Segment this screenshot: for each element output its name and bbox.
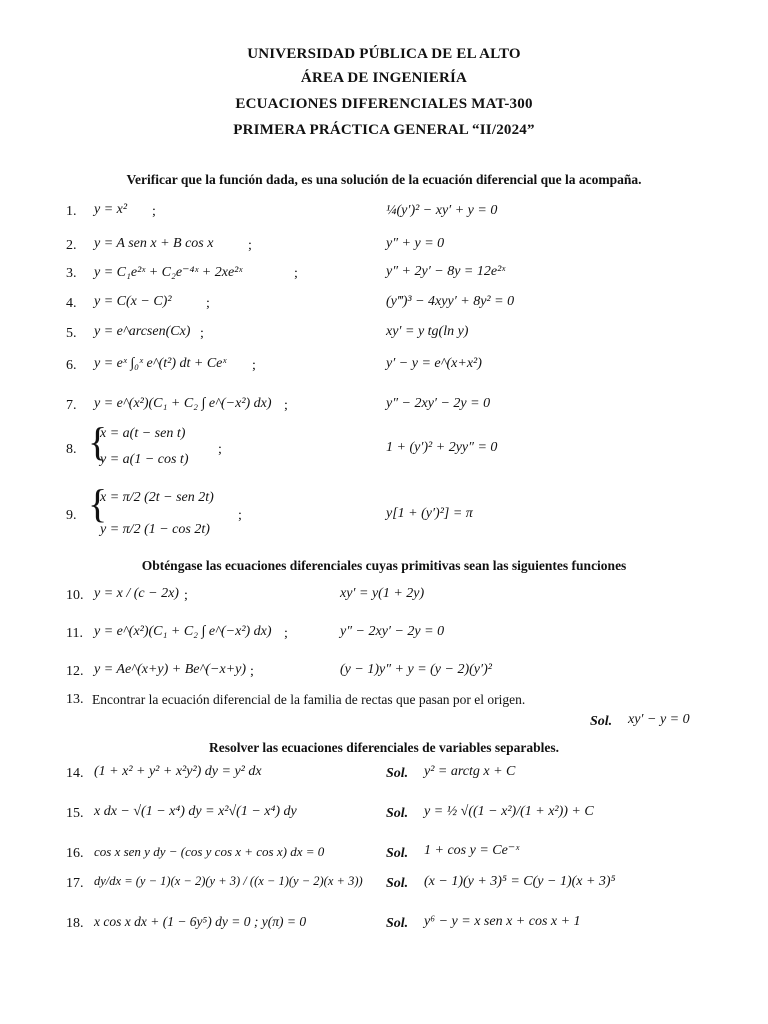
exercise-number: 6. xyxy=(66,358,77,373)
parametric-x: x = π/2 (2t − sen 2t) xyxy=(100,490,214,505)
exercise-function: y = e^(x²)(C₁ + C₂ ∫ e^(−x²) dx) xyxy=(94,396,272,411)
exercise-number: 7. xyxy=(66,398,77,413)
exercise-equation: ¼(y′)² − xy′ + y = 0 xyxy=(386,203,498,218)
exercise-function: y = eˣ ∫₀ˣ e^(t²) dt + Ceˣ xyxy=(94,356,227,371)
exercise-equation: 1 + (y′)² + 2yy″ = 0 xyxy=(386,440,498,455)
parametric-y: y = π/2 (1 − cos 2t) xyxy=(100,522,210,537)
solution-expression: y⁶ − y = x sen x + cos x + 1 xyxy=(424,914,581,929)
exercise-number: 12. xyxy=(66,664,84,679)
solution-label: Sol. xyxy=(590,714,613,729)
separator: ; xyxy=(238,508,242,523)
solution-label: Sol. xyxy=(386,846,409,861)
exercise-equation: dy/dx = (y − 1)(x − 2)(y + 3) / ((x − 1)(y − 2)(x + 3)) xyxy=(94,874,363,888)
parametric-x: x = a(t − sen t) xyxy=(100,426,186,441)
exercise-number: 13. xyxy=(66,692,84,707)
university-title: UNIVERSIDAD PÚBLICA DE EL ALTO xyxy=(247,46,521,62)
exercise-number: 2. xyxy=(66,238,77,253)
exercise-equation: (y − 1)y″ + y = (y − 2)(y′)² xyxy=(340,662,492,677)
separator: ; xyxy=(284,626,288,641)
exercise-equation: y[1 + (y′)²] = π xyxy=(386,506,473,521)
solution-label: Sol. xyxy=(386,806,409,821)
exercise-function: y = A sen x + B cos x xyxy=(94,236,214,251)
exercise-equation: y″ + y = 0 xyxy=(386,236,445,251)
separator: ; xyxy=(206,296,210,311)
exercise-number: 18. xyxy=(66,916,84,931)
exercise-equation: xy′ = y(1 + 2y) xyxy=(340,586,425,601)
separator: ; xyxy=(284,398,288,413)
exercise-equation: x cos x dx + (1 − 6y⁵) dy = 0 ; y(π) = 0 xyxy=(94,914,307,929)
section-title-obtain: Obténgase las ecuaciones diferenciales cuyas primitivas sean las siguientes funciones xyxy=(141,558,627,573)
exercise-number: 15. xyxy=(66,806,84,821)
exercise-equation: y″ − 2xy′ − 2y = 0 xyxy=(340,624,445,639)
exercise-equation: y′ − y = e^(x+x²) xyxy=(386,356,482,371)
separator: ; xyxy=(152,204,156,219)
separator: ; xyxy=(218,442,222,457)
solution-expression: (x − 1)(y + 3)⁵ = C(y − 1)(x + 3)⁵ xyxy=(424,874,616,889)
exercise-number: 4. xyxy=(66,296,77,311)
exercise-function: y = x² xyxy=(94,202,128,217)
exercise-function: y = e^(x²)(C₁ + C₂ ∫ e^(−x²) dx) xyxy=(94,624,272,639)
separator: ; xyxy=(184,588,188,603)
exercise-number: 1. xyxy=(66,204,77,219)
exercise-function: y = C₁e²ˣ + C₂e⁻⁴ˣ + 2xe²ˣ xyxy=(94,265,243,280)
exercise-function: y = Ae^(x+y) + Be^(−x+y) xyxy=(94,662,247,677)
left-brace-icon: { xyxy=(88,419,108,464)
solution-label: Sol. xyxy=(386,876,409,891)
exercise-number: 5. xyxy=(66,326,77,341)
separator: ; xyxy=(294,266,298,281)
solution-expression: y = ½ √((1 − x²)/(1 + x²)) + C xyxy=(424,804,594,819)
exercise-number: 3. xyxy=(66,266,77,281)
separator: ; xyxy=(252,358,256,373)
solution-label: Sol. xyxy=(386,916,409,931)
parametric-y: y = a(1 − cos t) xyxy=(100,452,189,467)
exercise-equation: xy′ = y tg(ln y) xyxy=(386,324,469,339)
solution-expression: 1 + cos y = Ce⁻ˣ xyxy=(424,843,520,858)
left-brace-icon: { xyxy=(88,481,108,526)
exercise-number: 16. xyxy=(66,846,84,861)
exercise-equation: y″ − 2xy′ − 2y = 0 xyxy=(386,396,491,411)
exercise-function: y = x / (c − 2x) xyxy=(94,586,179,601)
solution-label: Sol. xyxy=(386,766,409,781)
solution-expression: xy′ − y = 0 xyxy=(628,712,690,727)
exercise-function: y = e^arcsen(Cx) xyxy=(94,324,191,339)
exercise-number: 14. xyxy=(66,766,84,781)
exercise-number: 8. xyxy=(66,442,77,457)
separator: ; xyxy=(250,664,254,679)
exam-title: PRIMERA PRÁCTICA GENERAL “II/2024” xyxy=(233,122,535,138)
exercise-number: 17. xyxy=(66,876,84,891)
exercise-number: 10. xyxy=(66,588,84,603)
exercise-equation: (y‴)³ − 4xyy′ + 8y² = 0 xyxy=(386,294,515,309)
separator: ; xyxy=(200,326,204,341)
section-title-verify: Verificar que la función dada, es una solución de la ecuación diferencial que la acompaña. xyxy=(126,172,642,187)
separator: ; xyxy=(248,238,252,253)
solution-expression: y² = arctg x + C xyxy=(424,764,516,779)
exercise-equation: y″ + 2y′ − 8y = 12e²ˣ xyxy=(386,264,506,279)
exercise-number: 9. xyxy=(66,508,77,523)
section-title-separable: Resolver las ecuaciones diferenciales de variables separables. xyxy=(208,740,560,755)
exercise-equation: (1 + x² + y² + x²y²) dy = y² dx xyxy=(94,764,262,779)
exercise-equation: x dx − √(1 − x⁴) dy = x²√(1 − x⁴) dy xyxy=(94,804,297,819)
exercise-function: y = C(x − C)² xyxy=(94,294,172,309)
exercise-equation: cos x sen y dy − (cos y cos x + cos x) dx = 0 xyxy=(94,844,325,859)
area-title: ÁREA DE INGENIERÍA xyxy=(300,70,468,86)
exercise-statement: Encontrar la ecuación diferencial de la familia de rectas que pasan por el origen. xyxy=(92,692,526,707)
course-title: ECUACIONES DIFERENCIALES MAT-300 xyxy=(235,96,533,112)
exercise-number: 11. xyxy=(66,626,83,641)
